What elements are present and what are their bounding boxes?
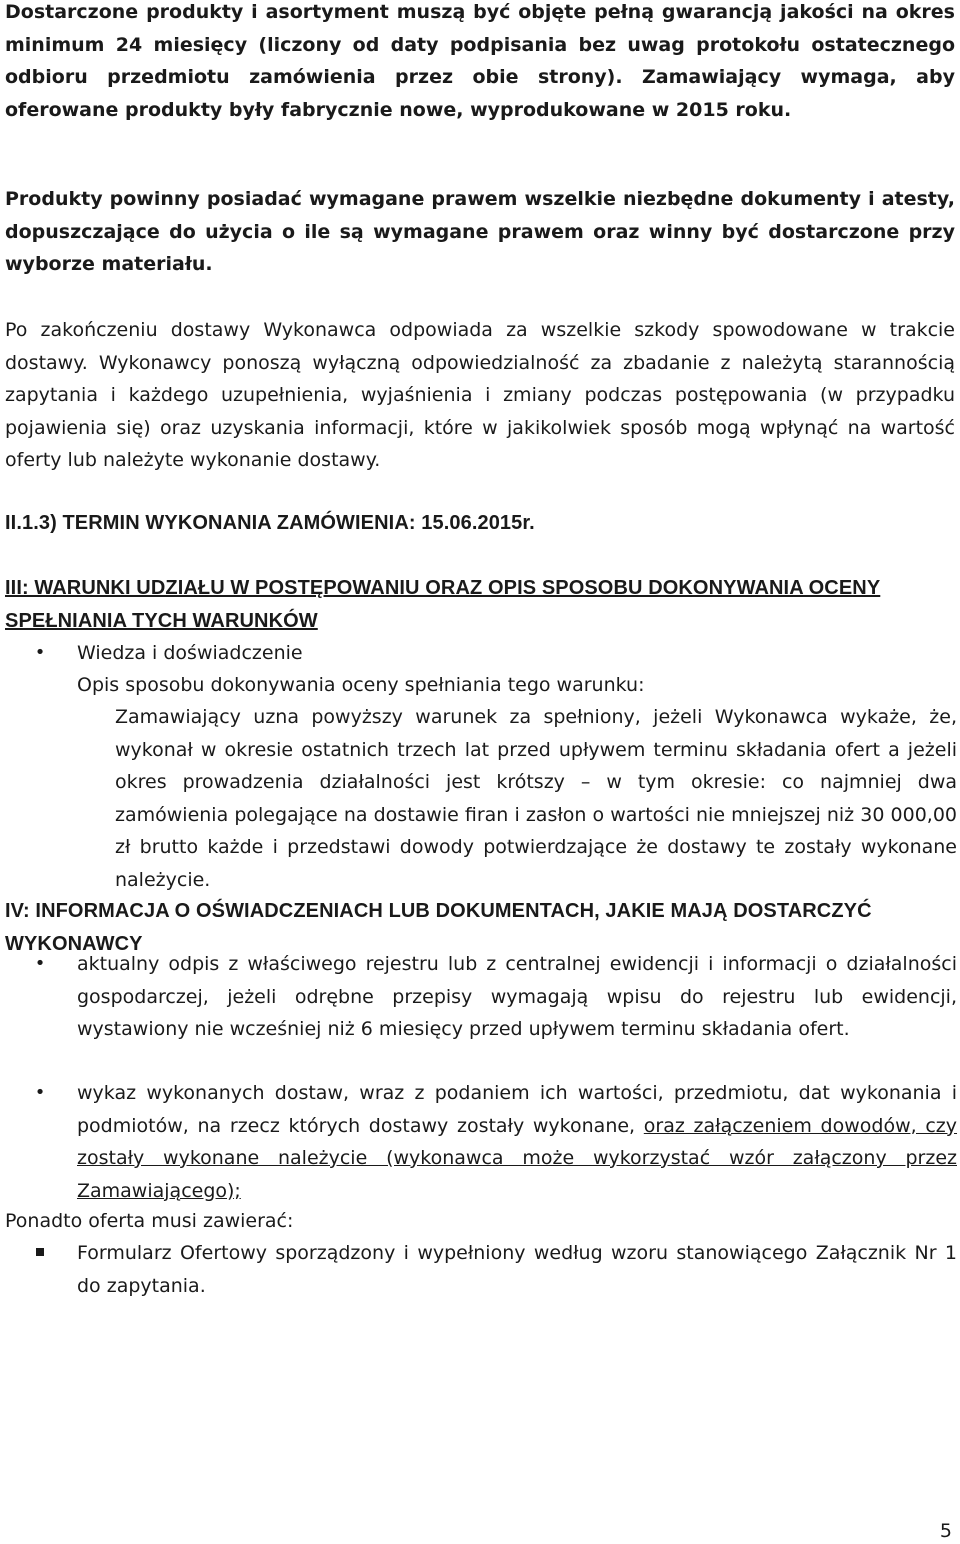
bullet-icon: [30, 1077, 50, 1111]
bullet-text: [77, 1077, 957, 1207]
paragraph-ponadto: Ponadto oferta musi zawierać:: [5, 1210, 294, 1232]
heading-section-4: IV: INFORMACJA O OŚWIADCZENIACH LUB DOKUMENTACH, JAKIE MAJĄ DOSTARCZYĆ WYKONAWCY: [5, 900, 872, 955]
bullet-icon: [30, 637, 50, 671]
square-bullet-icon: [30, 1237, 50, 1270]
assessment-label: Opis sposobu dokonywania oceny spełniania tego warunku:: [77, 674, 645, 696]
bullet-icon: [30, 948, 50, 982]
paragraph-liability: Po zakończeniu dostawy Wykonawca odpowiada za wszelkie szkody spowodowane w trakcie dostawy. Wykonawcy ponoszą wyłączną odpowiedzialność za zbadanie z należytą starannością zapytania i każdego uzupełnienia, wyjaśnienia i zmiany podczas postępowania (w przypadku pojawienia się) oraz uzyskania informacji, które w jakikolwiek sposób mogą wpłynąć na wartość oferty lub należyte wykonanie dostawy.: [5, 319, 955, 471]
paragraph-warranty: Dostarczone produkty i asortyment muszą być objęte pełną gwarancją jakości na okres minimum 24 miesięcy (liczony od daty podpisania bez uwag protokołu ostatecznego odbioru przedmiotu zamówienia przez obie strony). Zamawiający wymaga, aby oferowane produkty były fabrycznie nowe, wyprodukowane w 2015 roku.: [5, 1, 955, 121]
heading-termin: II.1.3) TERMIN WYKONANIA ZAMÓWIENIA: 15.06.2015r.: [5, 512, 535, 534]
bullet-text: Wiedza i doświadczenie: [77, 642, 303, 664]
bullet-text-underlined: oraz załączeniem dowodów, czy zostały wykonane należycie (wykonawca może wykorzystać wzór załączony przez Zamawiającego);: [77, 1114, 958, 1202]
bullet-text: Formularz Ofertowy sporządzony i wypełniony według wzoru stanowiącego Załącznik Nr 1 do zapytania.: [77, 1242, 957, 1297]
heading-section-3: III: WARUNKI UDZIAŁU W POSTĘPOWANIU ORAZ OPIS SPOSOBU DOKONYWANIA OCENY SPEŁNIANIA TYCH WARUNKÓW: [5, 577, 881, 632]
bullet-text: aktualny odpis z właściwego rejestru lub z centralnej ewidencji i informacji o działalności gospodarczej, jeżeli odrębne przepisy wymagają wpisu do rejestru lub ewidencji, wystawiony nie wcześniej niż 6 miesięcy przed upływem terminu składania ofert.: [77, 953, 957, 1040]
bullet-text-plain: wykaz wykonanych dostaw, wraz z podaniem ich wartości, przedmiotu, dat wykonania i podmiotów, na rzecz których dostawy zostały wykonane,: [77, 1082, 957, 1137]
page-number: 5: [939, 1520, 952, 1542]
assessment-text: Zamawiający uzna powyższy warunek za spełniony, jeżeli Wykonawca wykaże, że, wykonał w okresie ostatnich trzech lat przed upływem terminu składania ofert a jeżeli okres prowadzenia działalności jest krótszy – w tym okresie: co najmniej dwa zamówienia polegające na dostawie firan i zasłon o wartości nie mniejszej niż 30 000,00 zł brutto każde i przedstawi dowody potwierdzające że dostawy te zostały wykonane należycie.: [115, 706, 957, 891]
paragraph-documents: Produkty powinny posiadać wymagane prawem wszelkie niezbędne dokumenty i atesty, dopuszczające do użycia o ile są wymagane prawem oraz winny być dostarczone przy wyborze materiału.: [5, 188, 955, 275]
